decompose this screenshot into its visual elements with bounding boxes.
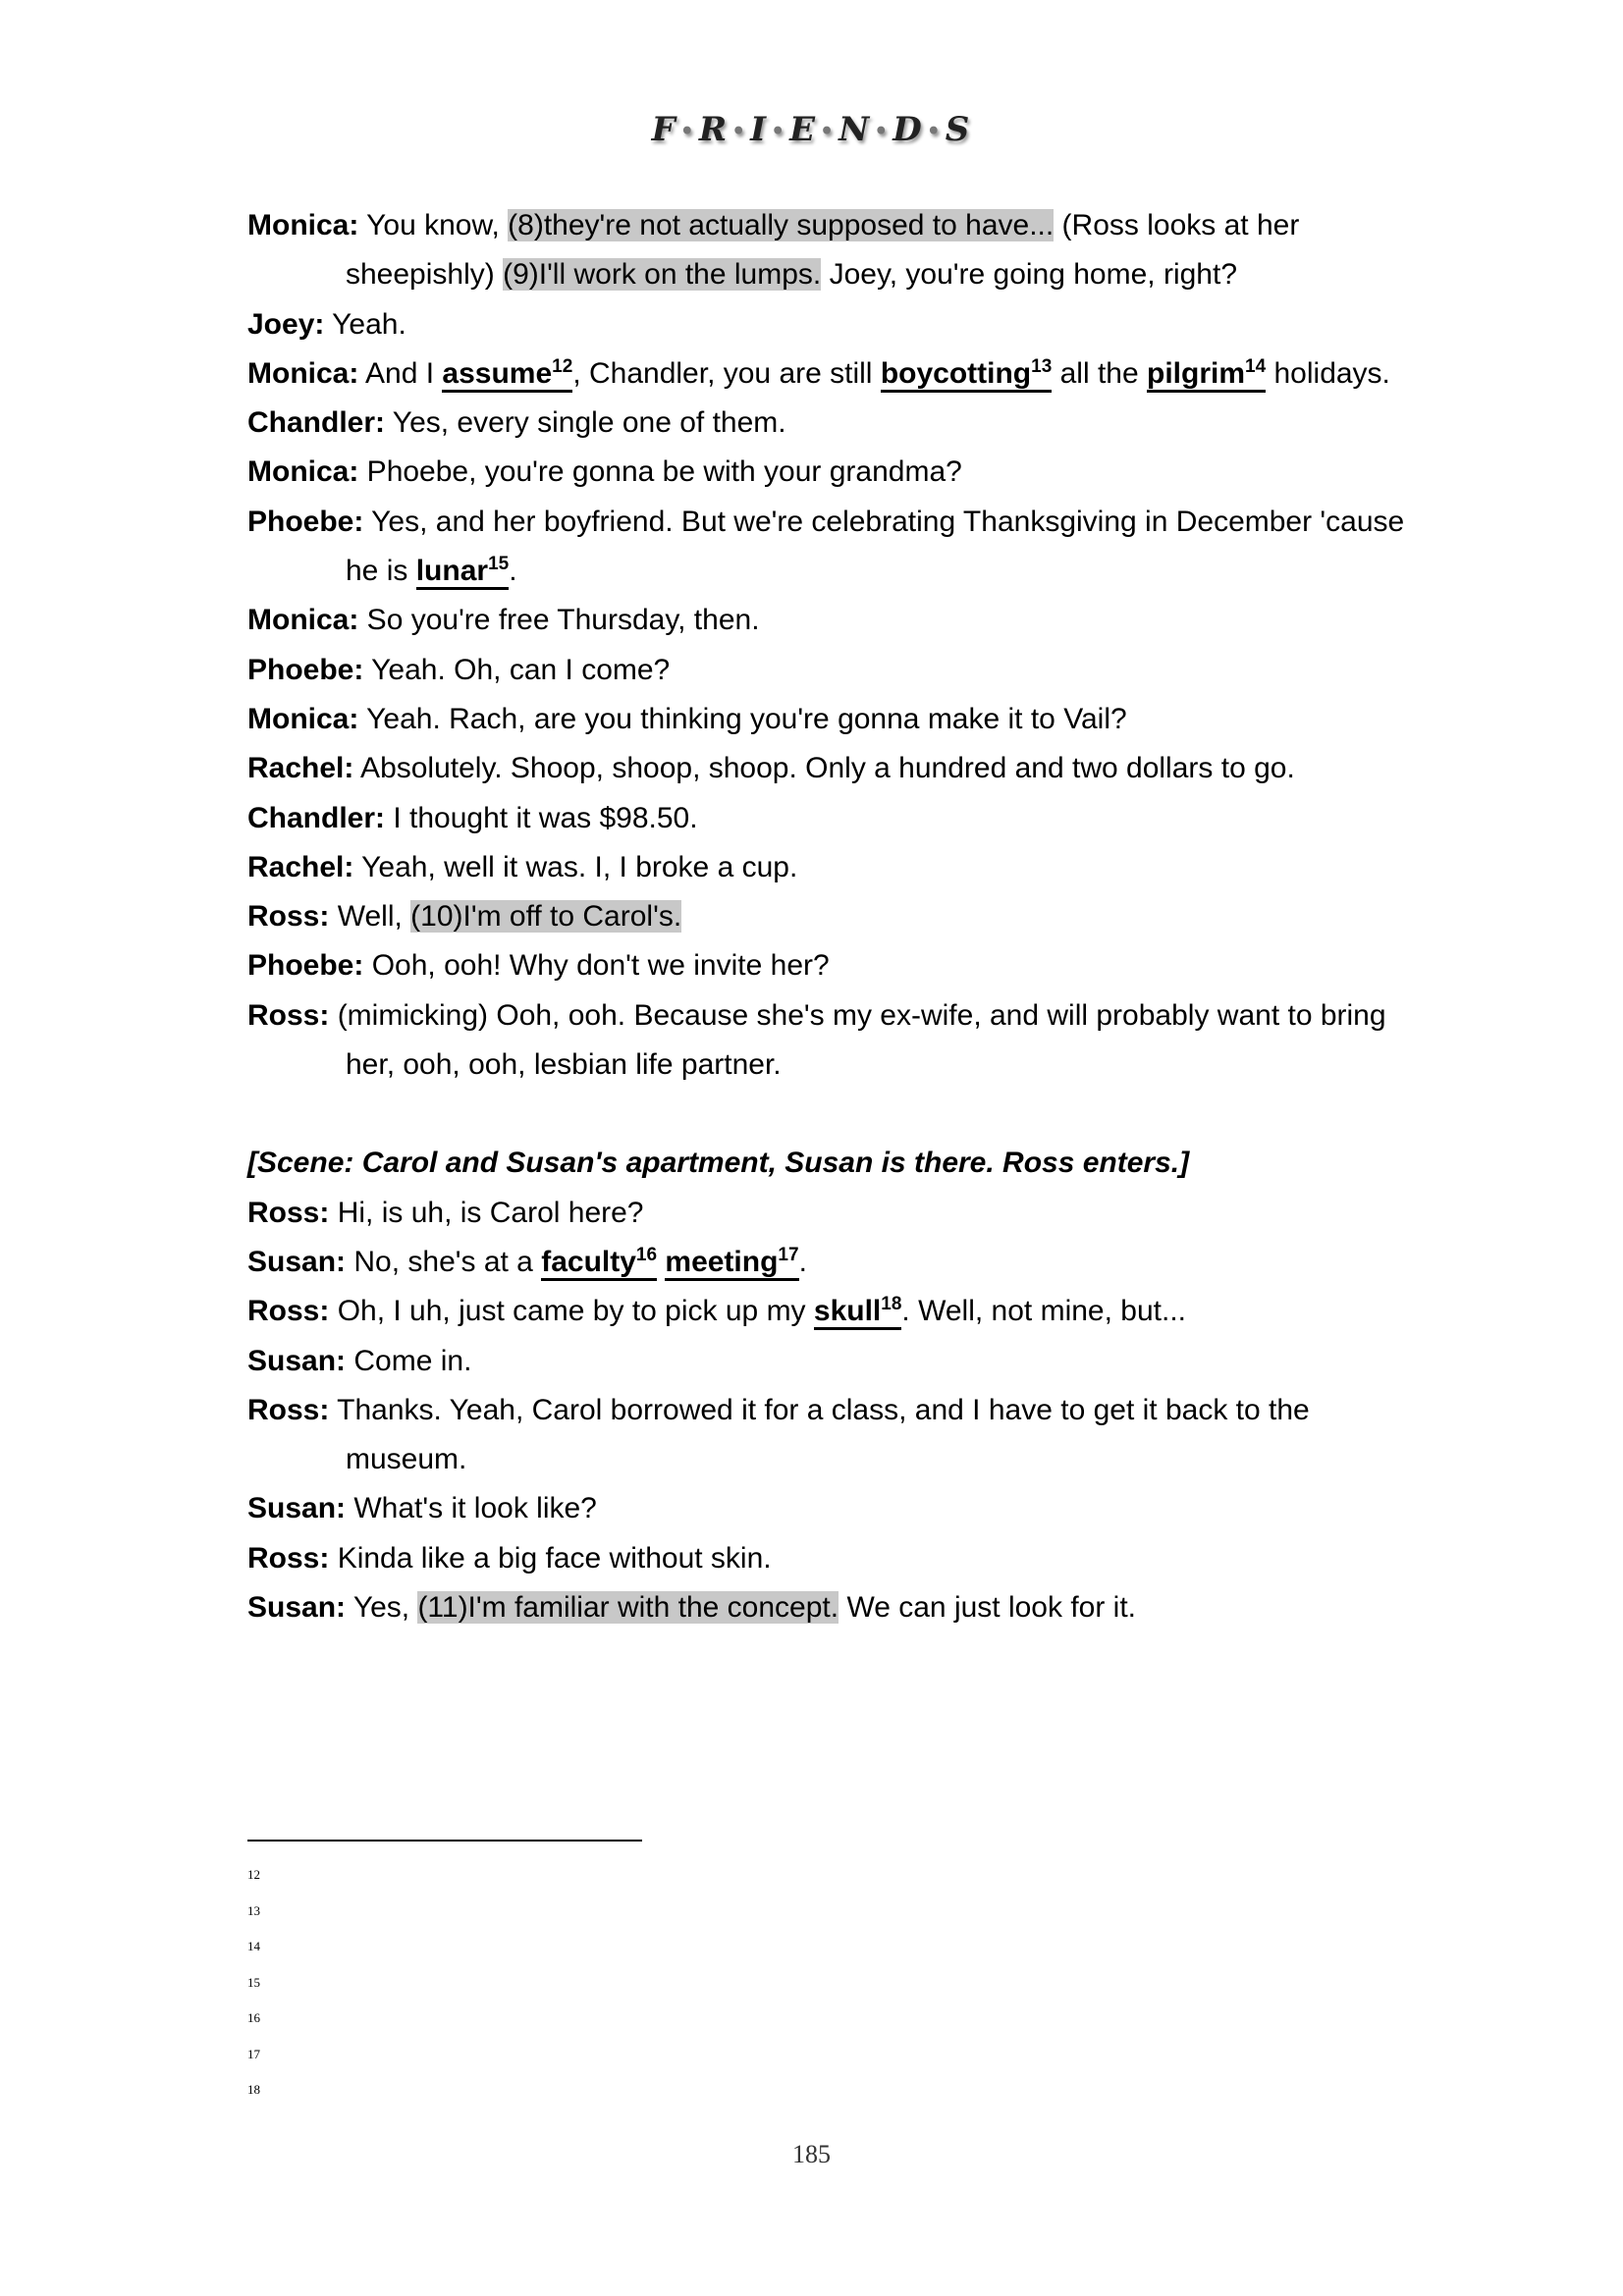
dialogue-text: You know,	[358, 209, 509, 241]
dialogue-line	[247, 399, 1406, 448]
footnote-ref: 14	[1245, 355, 1267, 377]
dialogue-text: Yes,	[346, 1591, 418, 1625]
speaker-name: Ross:	[247, 1393, 330, 1426]
vocabulary-word: boycotting$^{13}$	[881, 357, 1052, 393]
speaker-name: Ross:	[247, 1295, 330, 1328]
footnote-number: 18	[247, 2082, 260, 2097]
dialogue-text: , Chandler, you are still	[572, 356, 881, 390]
logo-dot: •	[820, 119, 837, 144]
dialogue-text: (mimicking) Ooh, ooh. Because she's my ex-wife, and will probably want to bring her, ooh, ooh, lesbian life partner.	[329, 998, 1386, 1082]
dialogue-line	[247, 1386, 1406, 1485]
logo-letter: N	[839, 110, 872, 149]
footnote-ref: 13	[1031, 355, 1053, 377]
dialogue-text: Yeah. Rach, are you thinking you're gonna make it to Vail?	[358, 702, 1127, 735]
speaker-name: Phoebe:	[247, 505, 364, 538]
dialogue-line	[247, 1583, 1406, 1632]
speaker-name: Monica:	[247, 455, 359, 489]
dialogue-text: Well,	[329, 900, 411, 934]
vocabulary-word: faculty$^{16}$	[541, 1246, 657, 1281]
vocabulary-word: skull$^{18}$	[814, 1295, 902, 1330]
dialogue-line	[247, 596, 1406, 645]
script-body	[247, 201, 1406, 1632]
speaker-name: Susan:	[247, 1344, 347, 1377]
dialogue-line	[247, 843, 1406, 892]
logo-dot: •	[679, 119, 696, 144]
dialogue-text: And I	[358, 356, 443, 390]
dialogue-line	[247, 349, 1406, 399]
speaker-name: Monica:	[247, 209, 359, 241]
footnote-ref: 18	[881, 1294, 902, 1315]
speaker-name: Ross:	[247, 998, 330, 1032]
speaker-name: Phoebe:	[247, 949, 364, 983]
footnote-ref: 15	[488, 554, 510, 575]
footnote-ref: 16	[635, 1244, 658, 1265]
speaker-name: Ross:	[247, 900, 330, 934]
dialogue-text: Yeah, well it was. I, I broke a cup.	[353, 850, 798, 883]
logo-letter: R	[698, 110, 730, 149]
logo-letter: F	[651, 110, 677, 149]
dialogue-text: Ooh, ooh! Why don't we invite her?	[363, 949, 830, 983]
highlighted-phrase: (11)I'm familiar with the concept.	[417, 1591, 839, 1625]
footnote-number: 16	[247, 2010, 260, 2025]
logo-letter: S	[945, 110, 972, 149]
footnote-number: 12	[247, 1867, 260, 1882]
dialogue-text: . Well, not mine, but...	[901, 1295, 1186, 1328]
dialogue-line	[247, 448, 1406, 497]
dialogue-text: Thanks. Yeah, Carol borrowed it for a class, and I have to get it back to the museum.	[329, 1393, 1310, 1476]
dialogue-line	[247, 1287, 1406, 1336]
speaker-name: Joey:	[247, 307, 325, 341]
dialogue-line	[247, 300, 1406, 349]
dialogue-line	[247, 1534, 1406, 1583]
logo-dot: •	[926, 119, 943, 144]
scene-direction: [Scene: Carol and Susan's apartment, Susan is there. Ross enters.]	[247, 1147, 1190, 1180]
dialogue-line	[247, 941, 1406, 990]
dialogue-line	[247, 794, 1406, 843]
dialogue-text: Yeah.	[324, 307, 406, 341]
speaker-name: Phoebe:	[247, 653, 364, 686]
dialogue-line	[247, 498, 1406, 597]
dialogue-text: Phoebe, you're gonna be with your grandma?	[358, 455, 962, 489]
speaker-name: Susan:	[247, 1492, 347, 1525]
vocabulary-word: pilgrim$^{14}$	[1147, 357, 1266, 393]
footnote-number: 17	[247, 2046, 260, 2061]
vocabulary-word: lunar$^{15}$	[416, 555, 510, 590]
page-number: 185	[792, 2140, 831, 2168]
speaker-name: Rachel:	[247, 850, 354, 883]
speaker-name: Monica:	[247, 356, 359, 390]
dialogue-text: .	[509, 555, 517, 588]
vocabulary-word: assume$^{12}$	[442, 357, 572, 393]
footnote-number: 15	[247, 1974, 260, 1990]
dialogue-text: holidays.	[1266, 356, 1390, 390]
logo-letter: I	[750, 110, 769, 149]
speaker-name: Rachel:	[247, 752, 354, 785]
logo-dot: •	[731, 119, 748, 144]
dialogue-text: all the	[1052, 356, 1147, 390]
speaker-name: Monica:	[247, 604, 359, 637]
logo-letter: D	[893, 110, 924, 149]
dialogue-text: I thought it was $98.50.	[385, 801, 698, 834]
logo-dot: •	[771, 119, 787, 144]
dialogue-line	[247, 892, 1406, 941]
vocabulary-word: meeting$^{17}$	[665, 1246, 798, 1281]
speaker-name: Susan:	[247, 1245, 347, 1278]
friends-logo	[0, 110, 1623, 149]
dialogue-text: Oh, I uh, just came by to pick up my	[329, 1295, 814, 1328]
logo-letter: E	[789, 110, 818, 149]
dialogue-text: No, she's at a	[346, 1245, 542, 1278]
dialogue-text: Joey, you're going home, right?	[821, 258, 1237, 292]
dialogue-line	[247, 1189, 1406, 1238]
speaker-name: Monica:	[247, 702, 359, 735]
dialogue-line	[247, 744, 1406, 793]
blank-line	[247, 1090, 1406, 1139]
footnote-number: 14	[247, 1939, 260, 1953]
dialogue-text: Absolutely. Shoop, shoop, shoop. Only a hundred and two dollars to go.	[353, 752, 1295, 785]
speaker-name: Ross:	[247, 1541, 330, 1575]
highlighted-phrase: (9)I'll work on the lumps.	[503, 258, 822, 292]
footnote-ref: 12	[552, 355, 573, 377]
footnotes	[247, 1857, 260, 2109]
dialogue-text: Yes, every single one of them.	[385, 406, 786, 440]
dialogue-line	[247, 1484, 1406, 1533]
dialogue-text: Come in.	[346, 1344, 472, 1377]
speaker-name: Ross:	[247, 1196, 330, 1229]
speaker-name: Chandler:	[247, 406, 386, 440]
footnote-separator	[247, 1840, 642, 1842]
dialogue-text: Yeah. Oh, can I come?	[363, 653, 671, 686]
dialogue-text: (Ross looks at her sheepishly)	[346, 209, 1300, 292]
dialogue-line	[247, 201, 1406, 300]
dialogue-text: What's it look like?	[346, 1492, 597, 1525]
dialogue-text: So you're free Thursday, then.	[358, 604, 760, 637]
footnote-number: 13	[247, 1902, 260, 1918]
footnote-ref: 17	[778, 1244, 799, 1265]
dialogue-text: Hi, is uh, is Carol here?	[329, 1196, 644, 1229]
dialogue-text: Yes, and her boyfriend. But we're celebrating Thanksgiving in December 'cause he is	[346, 505, 1405, 588]
highlighted-phrase: (10)I'm off to Carol's.	[410, 900, 682, 934]
dialogue-text: Kinda like a big face without skin.	[329, 1541, 772, 1575]
dialogue-text: .	[798, 1245, 807, 1278]
dialogue-line	[247, 646, 1406, 695]
highlighted-phrase: (8)they're not actually supposed to have...	[508, 209, 1055, 241]
dialogue-text: We can just look for it.	[839, 1591, 1137, 1625]
dialogue-line	[247, 1238, 1406, 1287]
speaker-name: Chandler:	[247, 801, 386, 834]
speaker-name: Susan:	[247, 1591, 347, 1625]
dialogue-line	[247, 991, 1406, 1091]
dialogue-line	[247, 1337, 1406, 1386]
logo-dot: •	[874, 119, 891, 144]
dialogue-line	[247, 695, 1406, 744]
